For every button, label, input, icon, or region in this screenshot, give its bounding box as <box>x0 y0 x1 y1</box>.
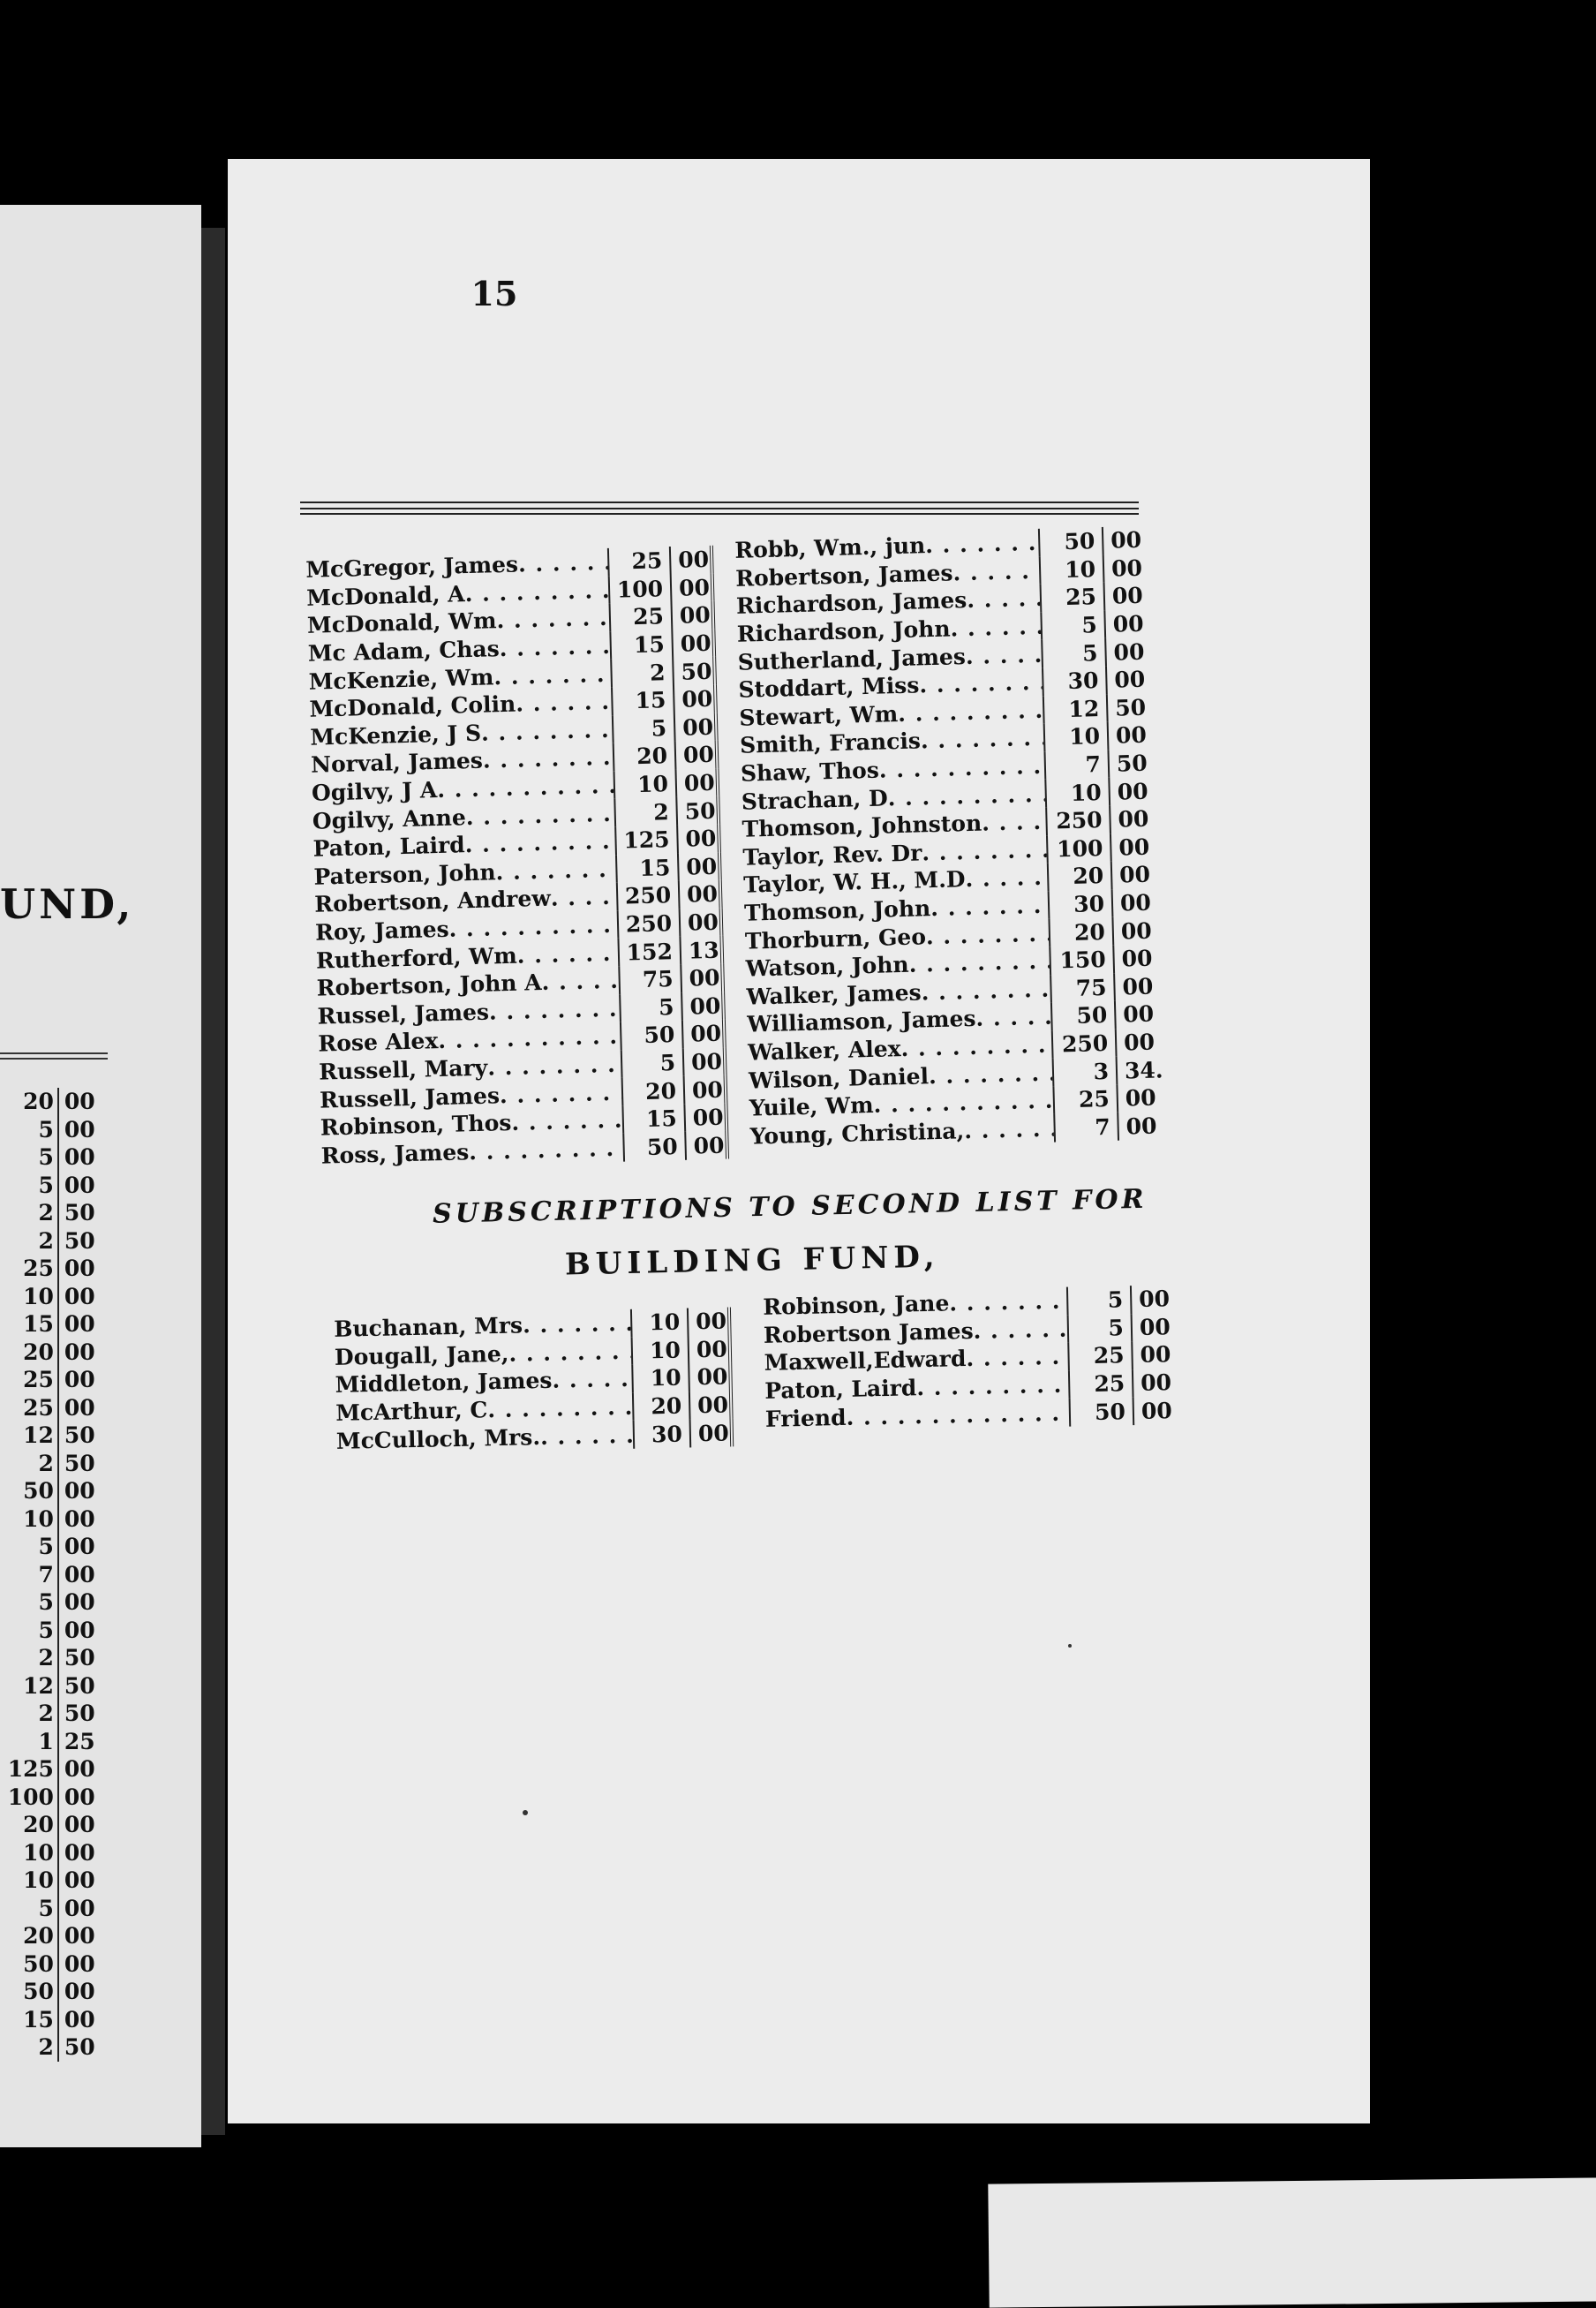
amount-dollars: 20 <box>1049 862 1113 891</box>
subscriber-name: Maxwell,Edward . . . <box>758 1343 1070 1377</box>
left-amount-row <box>0 1366 108 1394</box>
subscriber-name: Rose Alex . . . <box>312 1022 622 1059</box>
amount-cents: 00 <box>1122 973 1154 1000</box>
amount-dollars: 20 <box>0 1339 59 1367</box>
amount-dollars: 250 <box>618 881 681 910</box>
left-amount-row <box>0 1561 108 1589</box>
amount-cents: 00 <box>689 1335 733 1364</box>
amount-cents: 00 <box>671 546 714 575</box>
amount-cents: 50 <box>64 1200 95 1226</box>
amount-cents: 00 <box>1140 1341 1171 1369</box>
amount-dollars: 10 <box>633 1364 690 1393</box>
amount-dollars: 50 <box>1071 1397 1135 1426</box>
amount-dollars: 2 <box>0 1644 59 1672</box>
amount-dollars: 100 <box>610 575 673 604</box>
left-amount-row <box>0 1811 108 1839</box>
amount-cents: 00 <box>64 1505 95 1532</box>
amount-cents: 00 <box>64 1867 95 1893</box>
left-amount-row <box>0 1617 108 1645</box>
subscriber-name: Russell, Mary . . . <box>313 1050 623 1086</box>
amount-cents: 00 <box>1121 945 1153 972</box>
amount-dollars: 25 <box>1070 1369 1134 1399</box>
amount-cents: 00 <box>690 1391 734 1420</box>
amount-dollars: 30 <box>1050 889 1114 918</box>
amount-cents: 00 <box>64 1256 95 1281</box>
amount-cents: 00 <box>681 963 725 992</box>
amount-dollars: 20 <box>1050 917 1114 947</box>
amount-dollars: 50 <box>624 1132 687 1161</box>
left-amount-row <box>0 1227 108 1256</box>
amount-cents: 00 <box>64 1839 95 1866</box>
amount-dollars: 20 <box>0 1088 59 1116</box>
subscriber-name: Paterson, John . . . <box>308 855 618 891</box>
amount-cents: 00 <box>64 1895 95 1921</box>
amount-cents: 13 <box>681 936 724 965</box>
amount-dollars: 30 <box>635 1420 692 1449</box>
amount-cents: 50 <box>1116 750 1148 777</box>
amount-cents: 00 <box>1118 862 1151 888</box>
amount-cents: 00 <box>1120 917 1153 945</box>
subscriber-name: Young, Christina, . . . <box>744 1114 1056 1150</box>
amount-cents: 50 <box>64 1227 95 1254</box>
amount-cents: 00 <box>1140 1369 1172 1397</box>
subscriber-name: Smith, Francis . . . <box>734 724 1046 760</box>
amount-cents: 00 <box>1122 1000 1155 1028</box>
amount-dollars: 75 <box>1051 973 1116 1002</box>
subscriber-name: Dougall, Jane, . . . <box>329 1337 634 1371</box>
subscriber-name: Taylor, W. H., M.D . . . <box>738 864 1050 900</box>
amount-cents: 00 <box>64 1311 95 1337</box>
amount-cents: 00 <box>64 1923 95 1949</box>
amount-cents: 00 <box>64 1172 95 1198</box>
amount-cents: 00 <box>685 1103 728 1132</box>
amount-dollars: 15 <box>611 630 674 660</box>
subscriber-name: Rutherford, Wm . . . <box>311 939 621 975</box>
left-amount-row <box>0 1505 108 1534</box>
amount-dollars: 50 <box>621 1021 684 1050</box>
subscriber-name: McArthur, C . . . <box>330 1393 635 1428</box>
subscriber-name: Friend . . . <box>760 1399 1072 1433</box>
amount-dollars: 20 <box>614 742 677 771</box>
subscriber-name: Norval, James . . . <box>305 743 615 780</box>
amount-dollars: 1 <box>0 1728 59 1756</box>
amount-dollars: 25 <box>0 1255 59 1283</box>
amount-cents: 00 <box>64 1394 95 1421</box>
amount-cents: 00 <box>680 880 723 909</box>
subscriber-name: Paton, Laird . . . <box>307 827 617 864</box>
amount-dollars: 50 <box>1052 1001 1117 1030</box>
amount-dollars: 30 <box>1043 667 1108 696</box>
subscriber-name: McDonald, Colin . . . <box>304 688 614 724</box>
left-amount-row <box>0 1255 108 1283</box>
amount-cents: 00 <box>1118 805 1149 833</box>
subscriber-name: Middleton, James . . . <box>329 1365 634 1399</box>
amount-dollars: 25 <box>1069 1341 1133 1370</box>
subscriber-name: Robinson, Jane . . . <box>757 1287 1069 1322</box>
amount-dollars: 5 <box>0 1533 59 1561</box>
amount-cents: 00 <box>1110 554 1143 582</box>
amount-dollars: 15 <box>617 853 680 882</box>
amount-dollars: 5 <box>1069 1314 1133 1343</box>
amount-cents: 00 <box>1125 1084 1156 1112</box>
subscriber-name: Wilson, Daniel . . . <box>743 1059 1055 1095</box>
print-speck <box>1068 1644 1072 1648</box>
left-amount-row <box>0 1199 108 1227</box>
amount-cents: 50 <box>677 796 720 826</box>
subscriber-name: Roy, James . . . <box>310 910 620 947</box>
subscriber-name: McGregor, James . . . <box>300 548 610 585</box>
amount-dollars: 2 <box>612 658 674 687</box>
amount-cents: 00 <box>64 1144 95 1170</box>
amount-cents: 34. <box>1124 1056 1163 1084</box>
amount-dollars: 5 <box>1042 611 1106 640</box>
left-amount-row <box>0 1450 108 1478</box>
amount-dollars: 2 <box>0 1199 59 1227</box>
amount-cents: 00 <box>674 685 718 714</box>
subscriber-name: Walker, James . . . <box>741 975 1052 1011</box>
subscriber-name: Walker, Alex . . . <box>742 1030 1054 1067</box>
amount-cents: 00 <box>64 1367 95 1392</box>
amount-dollars: 10 <box>632 1308 689 1337</box>
subscriber-name: Russell, James . . . <box>314 1078 624 1114</box>
amount-dollars: 12 <box>0 1672 59 1701</box>
subscriber-name: Thomson, Johnston . . . <box>736 808 1048 844</box>
amount-cents: 00 <box>64 1979 95 2004</box>
amount-cents: 00 <box>1115 722 1148 750</box>
amount-cents: 00 <box>678 825 721 854</box>
amount-dollars: 5 <box>0 1617 59 1645</box>
amount-cents: 50 <box>64 1422 95 1448</box>
subscriber-name: Robb, Wm., jun . . . <box>729 529 1041 565</box>
amount-dollars: 15 <box>613 686 675 715</box>
left-amount-row <box>0 1116 108 1144</box>
amount-dollars: 10 <box>0 1283 59 1311</box>
left-amount-row <box>0 1700 108 1728</box>
amount-dollars: 10 <box>614 770 677 799</box>
subscriber-name: McDonald, A . . . <box>301 576 611 612</box>
amount-cents: 50 <box>64 2034 95 2060</box>
amount-dollars: 20 <box>0 1922 59 1950</box>
subscriber-name: McKenzie, J S . . . <box>305 715 614 751</box>
amount-dollars: 2 <box>0 2033 59 2062</box>
amount-cents: 00 <box>672 573 715 602</box>
amount-dollars: 2 <box>0 1700 59 1728</box>
amount-cents: 50 <box>64 1450 95 1476</box>
amount-cents: 00 <box>1125 1113 1157 1140</box>
amount-cents: 00 <box>682 992 726 1021</box>
left-amount-row <box>0 1283 108 1311</box>
amount-cents: 00 <box>1141 1397 1172 1424</box>
amount-dollars: 10 <box>1045 722 1110 751</box>
amount-dollars: 5 <box>1043 638 1107 668</box>
left-amount-row <box>0 1644 108 1672</box>
amount-cents: 00 <box>1139 1314 1171 1340</box>
amount-cents: 00 <box>689 1363 733 1392</box>
amount-cents: 25 <box>64 1728 95 1754</box>
amount-dollars: 20 <box>623 1076 686 1105</box>
subscriber-name: Paton, Laird . . . <box>759 1370 1071 1405</box>
subscriber-list-left <box>300 546 729 1170</box>
left-page-amounts <box>0 1088 108 2062</box>
amount-dollars: 10 <box>1041 554 1105 584</box>
amount-dollars: 25 <box>0 1366 59 1394</box>
amount-cents: 00 <box>64 1950 95 1977</box>
amount-cents: 50 <box>64 1701 95 1726</box>
subscriber-name: Richardson, John . . . <box>731 613 1043 649</box>
amount-dollars: 5 <box>0 1895 59 1923</box>
subscriber-name: Thomson, John . . . <box>739 891 1050 927</box>
left-page-rules <box>0 1052 108 1063</box>
left-amount-row <box>0 1950 108 1979</box>
left-amount-row <box>0 1088 108 1116</box>
left-amount-row <box>0 1172 108 1200</box>
left-amount-row <box>0 1143 108 1172</box>
amount-dollars: 125 <box>616 826 679 855</box>
amount-cents: 00 <box>64 1534 95 1559</box>
amount-cents: 00 <box>1138 1286 1171 1313</box>
left-amount-row <box>0 2033 108 2062</box>
left-amount-row <box>0 1533 108 1561</box>
amount-cents: 00 <box>64 1617 95 1643</box>
amount-cents: 00 <box>1110 527 1142 554</box>
subscriber-name: Taylor, Rev. Dr . . . <box>737 835 1049 871</box>
subscriber-name: Stewart, Wm . . . <box>734 696 1045 732</box>
subscriber-name: Richardson, James . . . <box>731 585 1043 621</box>
amount-dollars: 5 <box>1068 1286 1133 1315</box>
amount-cents: 00 <box>64 1561 95 1588</box>
left-amount-row <box>0 1784 108 1812</box>
subscriber-name: Watson, John . . . <box>740 947 1051 984</box>
section-title: SUBSCRIPTIONS TO SECOND LIST FOR <box>432 1183 1148 1230</box>
amount-dollars: 5 <box>0 1116 59 1144</box>
amount-dollars: 5 <box>621 992 683 1022</box>
amount-dollars: 250 <box>619 909 681 939</box>
amount-cents: 00 <box>676 768 719 797</box>
amount-cents: 00 <box>1117 778 1148 805</box>
subscriber-name: Robertson, Andrew . . . <box>309 883 619 919</box>
amount-cents: 00 <box>64 1784 95 1810</box>
amount-dollars: 10 <box>0 1867 59 1895</box>
subscriber-name: Robertson, James . . . <box>730 556 1042 592</box>
left-amount-row <box>0 1755 108 1784</box>
left-amount-row <box>0 1394 108 1422</box>
amount-cents: 00 <box>673 629 716 658</box>
subscriber-name: McKenzie, Wm . . . <box>303 660 613 696</box>
amount-cents: 00 <box>1112 610 1144 637</box>
amount-cents: 00 <box>679 852 722 881</box>
amount-cents: 00 <box>64 1589 95 1615</box>
amount-cents: 00 <box>691 1419 734 1448</box>
left-amount-row <box>0 1867 108 1895</box>
left-amount-row <box>0 1310 108 1339</box>
amount-dollars: 5 <box>614 714 676 743</box>
building-fund-list-right <box>757 1285 1180 1433</box>
amount-dollars: 2 <box>0 1450 59 1478</box>
subscriber-name: Shaw, Thos . . . <box>735 751 1047 788</box>
amount-dollars: 10 <box>1046 778 1110 807</box>
subscriber-name: Robertson James . . . <box>758 1315 1070 1349</box>
subscriber-name: Sutherland, James . . . <box>732 640 1043 676</box>
subscriber-name: Robertson, John A . . . <box>311 967 621 1003</box>
left-amount-row <box>0 1728 108 1756</box>
amount-cents: 00 <box>681 908 724 937</box>
amount-dollars: 7 <box>1055 1113 1119 1142</box>
amount-cents: 50 <box>64 1645 95 1671</box>
left-amount-row <box>0 1672 108 1701</box>
amount-cents: 00 <box>673 601 716 630</box>
amount-dollars: 5 <box>622 1048 685 1077</box>
amount-dollars: 5 <box>0 1143 59 1172</box>
amount-cents: 00 <box>64 1478 95 1504</box>
left-facing-page <box>0 205 201 2147</box>
amount-dollars: 10 <box>0 1505 59 1534</box>
header-rule <box>300 502 1139 503</box>
amount-cents: 00 <box>689 1307 732 1336</box>
amount-dollars: 15 <box>623 1105 686 1134</box>
subscriber-name: Mc Adam, Chas . . . <box>302 632 612 668</box>
amount-dollars: 12 <box>0 1422 59 1450</box>
left-amount-row <box>0 1839 108 1867</box>
amount-dollars: 15 <box>0 1310 59 1339</box>
amount-cents: 00 <box>683 1020 726 1049</box>
amount-dollars: 50 <box>0 1950 59 1979</box>
left-amount-row <box>0 1422 108 1450</box>
amount-cents: 00 <box>64 1116 95 1143</box>
print-speck <box>523 1810 528 1815</box>
subscriber-name: Robinson, Thos . . . <box>315 1105 625 1142</box>
amount-cents: 00 <box>64 2006 95 2033</box>
amount-dollars: 5 <box>0 1588 59 1617</box>
left-amount-row <box>0 1922 108 1950</box>
subscriber-name: Buchanan, Mrs . . . <box>328 1309 633 1344</box>
amount-cents: 00 <box>1111 583 1144 610</box>
amount-dollars: 250 <box>1053 1029 1118 1058</box>
amount-dollars: 50 <box>0 1978 59 2006</box>
amount-dollars: 100 <box>1048 833 1112 863</box>
book-gutter <box>201 228 225 2135</box>
amount-cents: 00 <box>64 1283 95 1309</box>
subscriber-name: Ross, James . . . <box>315 1134 625 1170</box>
amount-dollars: 7 <box>1045 750 1110 780</box>
amount-dollars: 75 <box>620 965 682 994</box>
subscriber-name: McCulloch, Mrs. . . . <box>331 1421 636 1455</box>
amount-dollars: 10 <box>633 1336 690 1365</box>
amount-dollars: 2 <box>0 1227 59 1256</box>
amount-cents: 50 <box>64 1672 95 1699</box>
left-amount-row <box>0 1477 108 1505</box>
amount-dollars: 150 <box>1050 946 1115 975</box>
amount-cents: 00 <box>1123 1029 1156 1056</box>
amount-dollars: 25 <box>1042 583 1106 612</box>
amount-cents: 00 <box>1118 833 1150 861</box>
left-amount-row <box>0 1895 108 1923</box>
subscriber-name: Yuile, Wm . . . <box>744 1086 1056 1122</box>
amount-cents: 00 <box>686 1131 729 1160</box>
amount-dollars: 3 <box>1054 1057 1118 1086</box>
subscriber-name: Russel, James . . . <box>312 994 621 1030</box>
subscriber-name: Stoddart, Miss . . . <box>733 668 1044 705</box>
section-subtitle: BUILDING FUND, <box>564 1239 940 1283</box>
amount-cents: 00 <box>64 1756 95 1782</box>
amount-dollars: 2 <box>615 797 678 826</box>
amount-dollars: 250 <box>1047 806 1111 835</box>
amount-cents: 00 <box>1113 638 1145 666</box>
amount-dollars: 20 <box>0 1811 59 1839</box>
amount-dollars: 25 <box>1054 1085 1118 1114</box>
amount-dollars: 5 <box>0 1172 59 1200</box>
amount-dollars: 25 <box>609 547 672 576</box>
amount-cents: 50 <box>674 657 717 686</box>
amount-dollars: 20 <box>634 1392 691 1421</box>
header-rule <box>300 508 1139 509</box>
amount-cents: 00 <box>675 713 719 742</box>
amount-dollars: 15 <box>0 2006 59 2034</box>
amount-dollars: 12 <box>1044 694 1109 723</box>
subscriber-list-right <box>729 526 1165 1150</box>
amount-dollars: 7 <box>0 1561 59 1589</box>
amount-cents: 00 <box>684 1047 727 1076</box>
left-amount-row <box>0 1978 108 2006</box>
amount-dollars: 50 <box>1040 527 1104 556</box>
subscriber-name: Strachan, D . . . <box>735 780 1047 816</box>
amount-dollars: 10 <box>0 1839 59 1867</box>
subscriber-name: Thorburn, Geo . . . <box>740 919 1051 955</box>
amount-cents: 00 <box>1114 666 1146 693</box>
subscriber-name: Ogilvy, Anne . . . <box>306 799 616 835</box>
amount-cents: 00 <box>64 1339 95 1365</box>
left-page-heading: UND, <box>0 880 135 928</box>
amount-cents: 00 <box>685 1075 728 1105</box>
page-number: 15 <box>471 274 518 313</box>
amount-dollars: 152 <box>619 937 681 966</box>
header-rule <box>300 513 1139 515</box>
amount-dollars: 100 <box>0 1784 59 1812</box>
amount-dollars: 125 <box>0 1755 59 1784</box>
amount-cents: 50 <box>1114 694 1147 721</box>
amount-cents: 00 <box>676 741 719 770</box>
amount-cents: 00 <box>1119 889 1152 916</box>
left-amount-row <box>0 1339 108 1367</box>
left-amount-row <box>0 2006 108 2034</box>
subscriber-name: McDonald, Wm . . . <box>302 604 612 640</box>
building-fund-list-left <box>328 1307 734 1454</box>
left-amount-row <box>0 1588 108 1617</box>
amount-dollars: 25 <box>611 602 674 631</box>
amount-dollars: 25 <box>0 1394 59 1422</box>
amount-dollars: 50 <box>0 1477 59 1505</box>
amount-cents: 00 <box>64 1089 95 1114</box>
subscriber-name: Ogilvy, J A . . . <box>306 772 616 808</box>
subscriber-name: Williamson, James . . . <box>742 1003 1053 1039</box>
amount-cents: 00 <box>64 1812 95 1837</box>
